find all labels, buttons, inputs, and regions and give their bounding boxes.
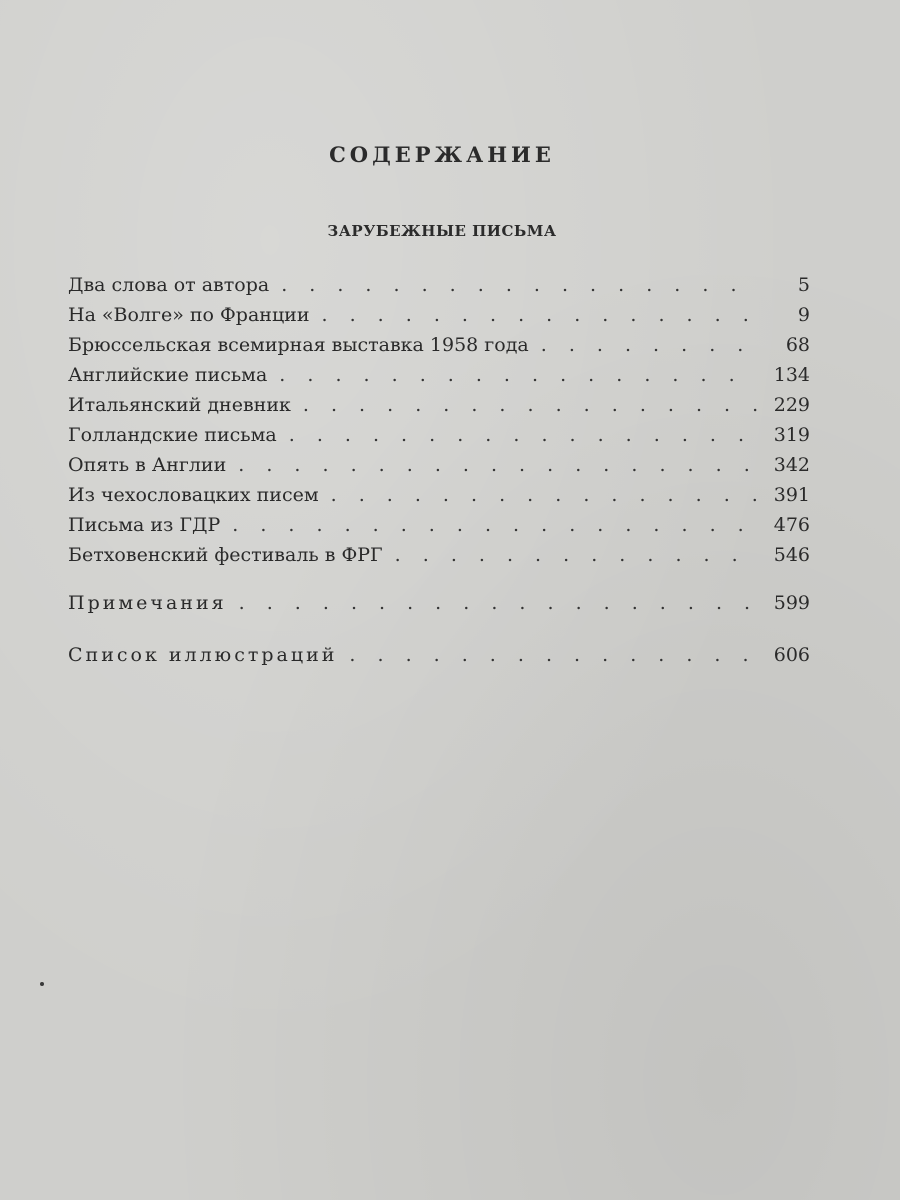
toc-entry-page: 319 — [773, 424, 810, 446]
dot-leader — [331, 480, 758, 510]
toc-entry-title: Опять в Англии — [68, 454, 227, 476]
paper-speck — [40, 982, 44, 986]
toc-entry-title: Бетховенский фестиваль в ФРГ — [68, 544, 383, 566]
toc-entry — [68, 510, 810, 540]
table-of-contents — [68, 270, 810, 670]
dot-leader — [349, 640, 758, 670]
toc-entry-title: На «Волге» по Франции — [68, 304, 310, 326]
toc-entry — [68, 390, 810, 420]
toc-entry-page: 5 — [797, 274, 810, 296]
dot-leader — [395, 540, 758, 570]
page-title: СОДЕРЖАНИЕ — [329, 142, 555, 167]
toc-entry-title: Письма из ГДР — [68, 514, 221, 536]
toc-entry-page: 134 — [773, 364, 810, 386]
toc-entry — [68, 300, 810, 330]
dot-leader — [303, 390, 758, 420]
toc-entry-illustrations — [68, 640, 810, 670]
toc-entry — [68, 420, 810, 450]
toc-entry-page: 342 — [773, 454, 810, 476]
toc-entry-page: 546 — [773, 544, 810, 566]
toc-entry-title: Итальянский дневник — [68, 394, 291, 416]
toc-entry-title: Список иллюстраций — [68, 644, 338, 666]
toc-entry-title: Английские письма — [68, 364, 268, 386]
dot-leader — [238, 450, 758, 480]
toc-entry-page: 476 — [773, 514, 810, 536]
toc-entry-page: 9 — [797, 304, 810, 326]
toc-entry-page: 599 — [773, 592, 810, 614]
toc-entry-notes — [68, 588, 810, 618]
toc-entry-title: Из чехословацких писем — [68, 484, 319, 506]
toc-entry — [68, 480, 810, 510]
toc-entry-page: 229 — [773, 394, 810, 416]
toc-entry-page: 606 — [773, 644, 810, 666]
toc-entry — [68, 270, 810, 300]
toc-entry-title: Голландские письма — [68, 424, 277, 446]
dot-leader — [289, 420, 758, 450]
toc-entry-title: Два слова от автора — [68, 274, 270, 296]
toc-entry-page: 68 — [785, 334, 810, 356]
dot-leader — [541, 330, 758, 360]
dot-leader — [279, 360, 758, 390]
dot-leader — [232, 510, 758, 540]
dot-leader — [281, 270, 758, 300]
dot-leader — [239, 588, 758, 618]
toc-entry-page: 391 — [773, 484, 810, 506]
toc-entry — [68, 450, 810, 480]
toc-entry — [68, 330, 810, 360]
toc-entry-title: Брюссельская всемирная выставка 1958 года — [68, 334, 529, 356]
section-title: ЗАРУБЕЖНЫЕ ПИСЬМА — [327, 222, 557, 240]
toc-entry — [68, 540, 810, 570]
toc-entry — [68, 360, 810, 390]
toc-entry-title: Примечания — [68, 592, 227, 614]
dot-leader — [322, 300, 758, 330]
